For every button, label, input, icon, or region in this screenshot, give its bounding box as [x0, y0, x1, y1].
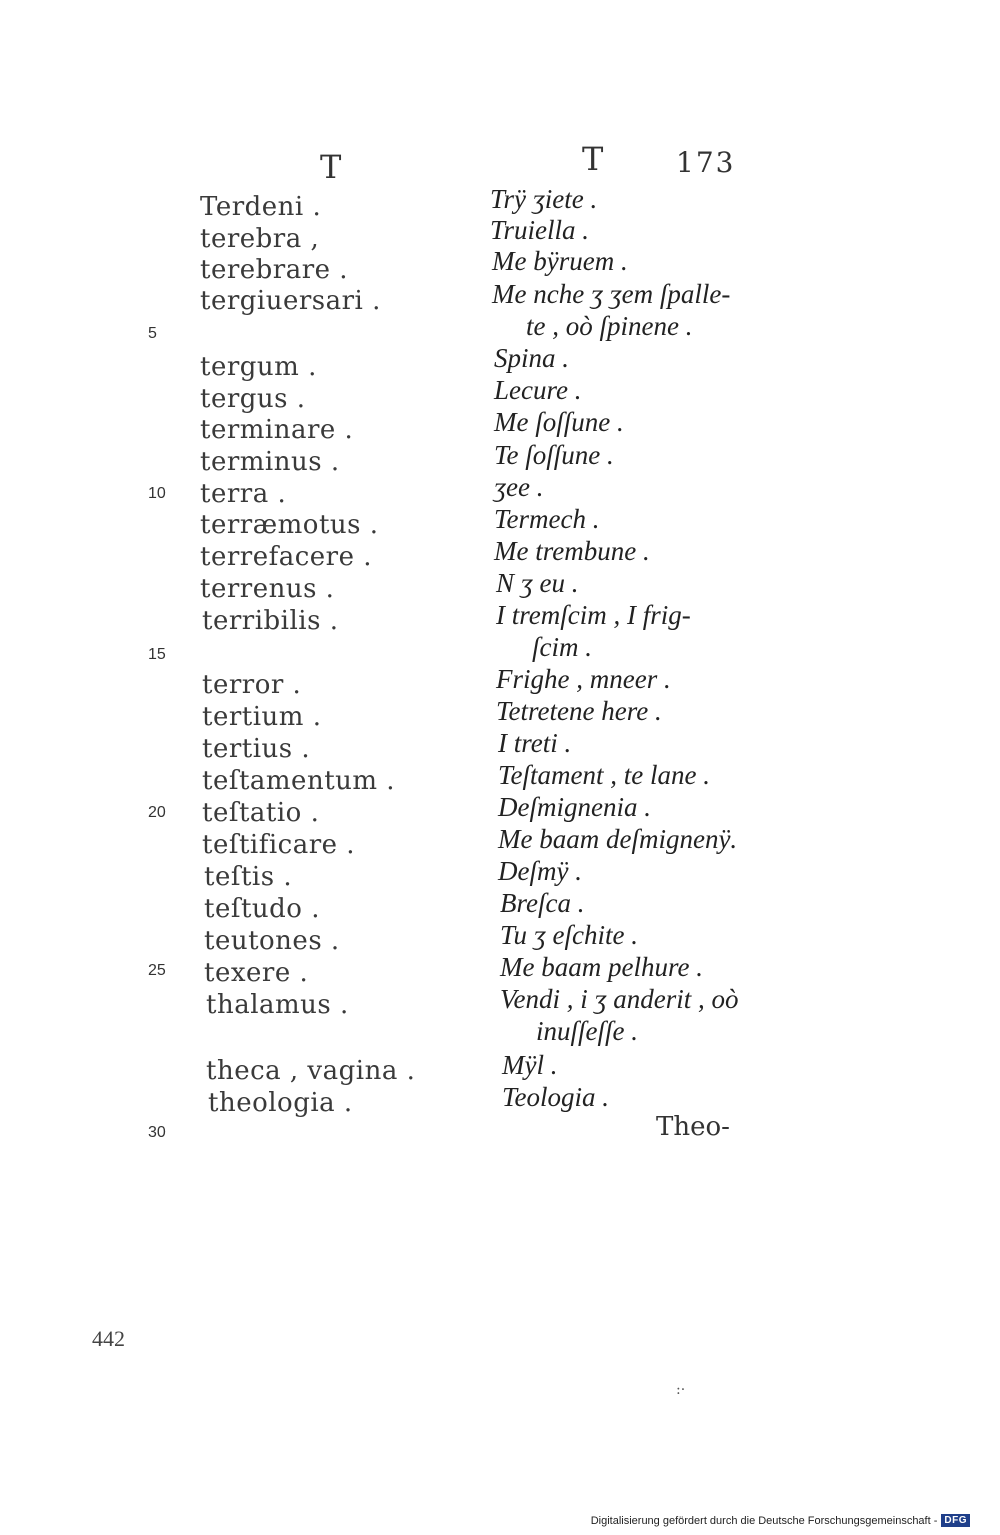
latin-term: tergus .: [200, 384, 306, 414]
albanian-term: Deſmÿ .: [498, 856, 582, 886]
latin-term: Terdeni .: [200, 192, 322, 222]
line-number: 30: [148, 1124, 166, 1141]
latin-term: tertium .: [202, 702, 322, 732]
latin-term: teſtamentum .: [202, 766, 396, 796]
albanian-term: Teſtament , te lane .: [498, 760, 710, 790]
albanian-term: Te ſoſſune .: [494, 440, 614, 470]
header-page-number: 173: [676, 146, 736, 179]
albanian-term: Truiella .: [490, 215, 590, 245]
latin-term: tergiuersari .: [200, 286, 381, 316]
line-number: 25: [148, 962, 166, 979]
albanian-term: N ʒ eu .: [496, 568, 579, 598]
latin-term: terebrare .: [200, 255, 349, 285]
line-number: 10: [148, 485, 166, 502]
albanian-term: inuſſeſſe .: [536, 1016, 638, 1046]
albanian-term: Me trembune .: [494, 536, 650, 566]
albanian-term: Me ſoſſune .: [494, 407, 624, 437]
digitization-footer: [591, 1514, 970, 1527]
albanian-term: Teologia .: [502, 1082, 610, 1112]
albanian-term: Vendi , i ʒ anderit , oò: [500, 984, 739, 1014]
albanian-term: Termech .: [494, 504, 600, 534]
albanian-term: te , oò ſpinene .: [526, 311, 693, 341]
latin-term: teſtificare .: [202, 830, 356, 860]
latin-term: theologia .: [208, 1088, 353, 1118]
latin-term: teſtudo .: [204, 894, 320, 924]
latin-term: terror .: [202, 670, 302, 700]
latin-term: terra .: [200, 479, 287, 509]
latin-term: teſtatio .: [202, 798, 320, 828]
latin-term: terebra ,: [200, 224, 320, 254]
speck-marks: :·: [676, 1382, 686, 1398]
dfg-logo-icon: DFG: [941, 1514, 970, 1527]
header-right-letter: T: [582, 140, 604, 178]
albanian-term: Lecure .: [494, 375, 582, 405]
line-number: 20: [148, 804, 166, 821]
latin-term: tergum .: [200, 352, 317, 382]
latin-term: teſtis .: [204, 862, 293, 892]
latin-term: teutones .: [204, 926, 340, 956]
albanian-term: Me baam deſmignenÿ.: [498, 824, 738, 854]
latin-term: terræmotus .: [200, 510, 379, 540]
latin-term: terminus .: [200, 447, 340, 477]
albanian-term: ʒee .: [494, 472, 544, 502]
latin-term: thalamus .: [206, 990, 349, 1020]
line-number: 5: [148, 325, 157, 342]
latin-term: theca , vagina .: [206, 1056, 416, 1086]
albanian-term: ſcim .: [532, 632, 592, 662]
latin-term: terribilis .: [202, 606, 339, 636]
latin-term: terrenus .: [200, 574, 335, 604]
albanian-term: Mÿl .: [502, 1050, 558, 1080]
albanian-term: Breſca .: [500, 888, 585, 918]
folio-number: 442: [92, 1326, 125, 1351]
header-left-letter: T: [320, 148, 342, 186]
latin-term: texere .: [204, 958, 309, 988]
albanian-term: I treti .: [498, 728, 572, 758]
albanian-term: Trÿ ʒiete .: [490, 184, 598, 214]
latin-term: terrefacere .: [200, 542, 372, 572]
catchword: Theo-: [656, 1112, 730, 1142]
albanian-term: Me bÿruem .: [492, 246, 628, 276]
latin-term: terminare .: [200, 415, 354, 445]
albanian-term: Spina .: [494, 343, 570, 373]
albanian-term: I tremſcim , I frig-: [496, 600, 691, 630]
albanian-term: Tu ʒ eſchite .: [500, 920, 638, 950]
line-number: 15: [148, 646, 166, 663]
albanian-term: Me nche ʒ ʒem ſpalle-: [492, 279, 731, 309]
footer-text: Digitalisierung gefördert durch die Deutsche Forschungsgemeinschaft -: [590, 1514, 938, 1527]
latin-term: tertius .: [202, 734, 311, 764]
albanian-term: Frighe , mneer .: [496, 664, 671, 694]
albanian-term: Tetretene here .: [496, 696, 662, 726]
albanian-term: Deſmignenia .: [498, 792, 651, 822]
albanian-term: Me baam pelhure .: [500, 952, 703, 982]
